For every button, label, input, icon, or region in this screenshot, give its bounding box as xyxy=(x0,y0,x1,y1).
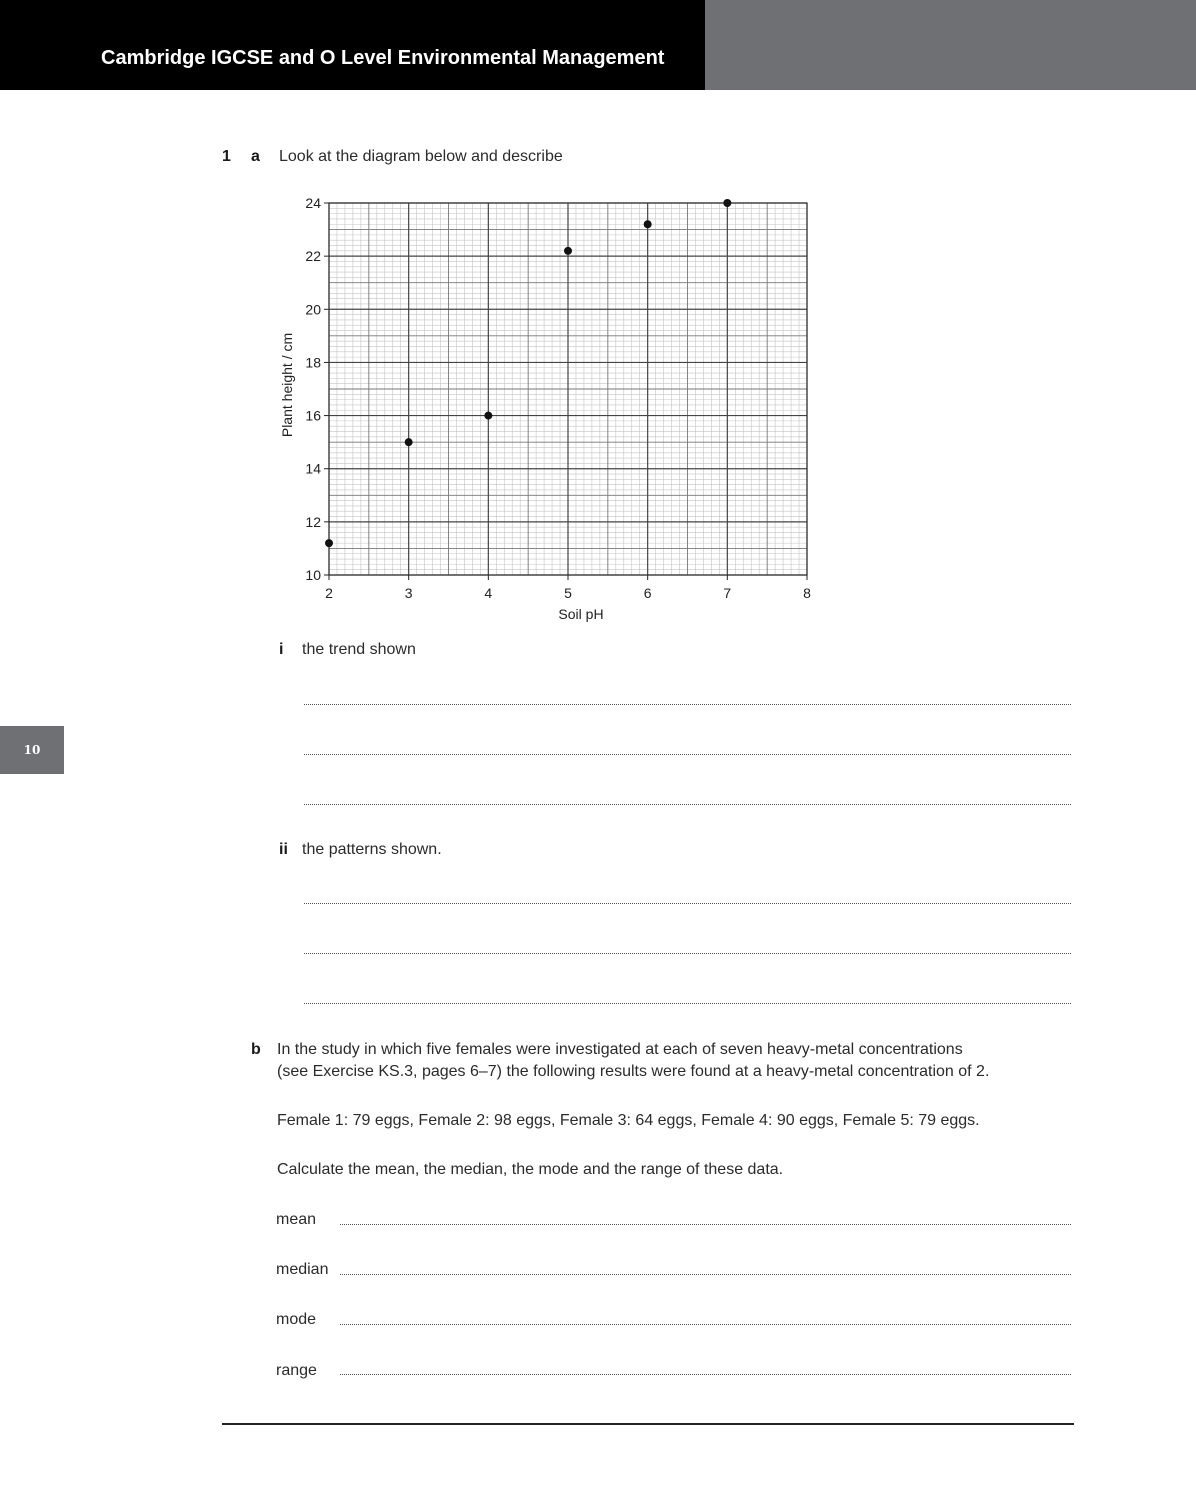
median-label: median xyxy=(276,1261,329,1278)
y-axis-label: Plant height / cm xyxy=(279,332,295,438)
x-tick-labels xyxy=(325,585,811,601)
page-number-tab xyxy=(0,726,64,774)
part-b-letter: b xyxy=(251,1041,261,1058)
answer-line[interactable] xyxy=(304,953,1071,954)
part-a-letter: a xyxy=(251,148,260,165)
data-point xyxy=(723,199,731,207)
y-tick-label: 14 xyxy=(305,460,321,477)
part-a-prompt: Look at the diagram below and describe xyxy=(279,148,563,165)
y-tick-label: 12 xyxy=(305,513,321,530)
x-tick-label: 2 xyxy=(325,585,333,601)
part-b-line-1: In the study in which five females were investigated at each of seven heavy-metal concentrations xyxy=(277,1041,963,1058)
x-axis-label: Soil pH xyxy=(558,606,604,622)
bottom-rule xyxy=(222,1423,1074,1425)
sub-i-label: i xyxy=(279,641,284,658)
x-tick-label: 6 xyxy=(643,585,652,601)
answer-line[interactable] xyxy=(304,1003,1071,1004)
range-answer-line[interactable] xyxy=(340,1374,1071,1375)
y-tick-labels xyxy=(305,195,321,583)
data-point xyxy=(484,412,492,420)
y-tick-label: 16 xyxy=(305,407,321,424)
sub-i-text: the trend shown xyxy=(302,641,416,658)
data-point xyxy=(564,247,572,255)
book-title: Cambridge IGCSE and O Level Environmental Management xyxy=(101,47,665,69)
answer-line[interactable] xyxy=(304,754,1071,755)
sub-ii-text: the patterns shown. xyxy=(302,841,442,858)
part-b-line-2: (see Exercise KS.3, pages 6–7) the following results were found at a heavy-metal concentration of 2. xyxy=(277,1063,990,1080)
page-number: 10 xyxy=(23,743,41,757)
y-tick-label: 10 xyxy=(305,567,321,583)
median-answer-line[interactable] xyxy=(340,1274,1071,1275)
answer-line[interactable] xyxy=(304,903,1071,904)
mean-label: mean xyxy=(276,1211,317,1228)
question-number: 1 xyxy=(222,148,231,165)
part-b-results: Female 1: 79 eggs, Female 2: 98 eggs, Female 3: 64 eggs, Female 4: 90 eggs, Female 5: 79 eggs. xyxy=(277,1112,980,1129)
answer-line[interactable] xyxy=(304,704,1071,705)
axis-ticks xyxy=(324,203,807,580)
x-tick-label: 5 xyxy=(564,585,572,601)
y-tick-label: 20 xyxy=(305,301,321,318)
x-tick-label: 3 xyxy=(404,585,413,601)
sub-ii-label: ii xyxy=(279,841,288,858)
range-label: range xyxy=(276,1362,317,1379)
mode-label: mode xyxy=(276,1311,317,1328)
data-point xyxy=(325,539,333,547)
y-tick-label: 22 xyxy=(305,248,321,265)
mode-answer-line[interactable] xyxy=(340,1324,1071,1325)
x-tick-label: 7 xyxy=(723,585,732,601)
y-tick-label: 18 xyxy=(305,354,321,371)
x-tick-label: 8 xyxy=(803,585,811,601)
y-tick-label: 24 xyxy=(305,195,321,211)
data-point xyxy=(644,220,652,228)
x-tick-label: 4 xyxy=(484,585,493,601)
scatter-chart xyxy=(0,0,1196,640)
mean-answer-line[interactable] xyxy=(340,1224,1071,1225)
answer-line[interactable] xyxy=(304,804,1071,805)
data-point xyxy=(405,438,413,446)
part-b-instruction: Calculate the mean, the median, the mode and the range of these data. xyxy=(277,1161,784,1178)
